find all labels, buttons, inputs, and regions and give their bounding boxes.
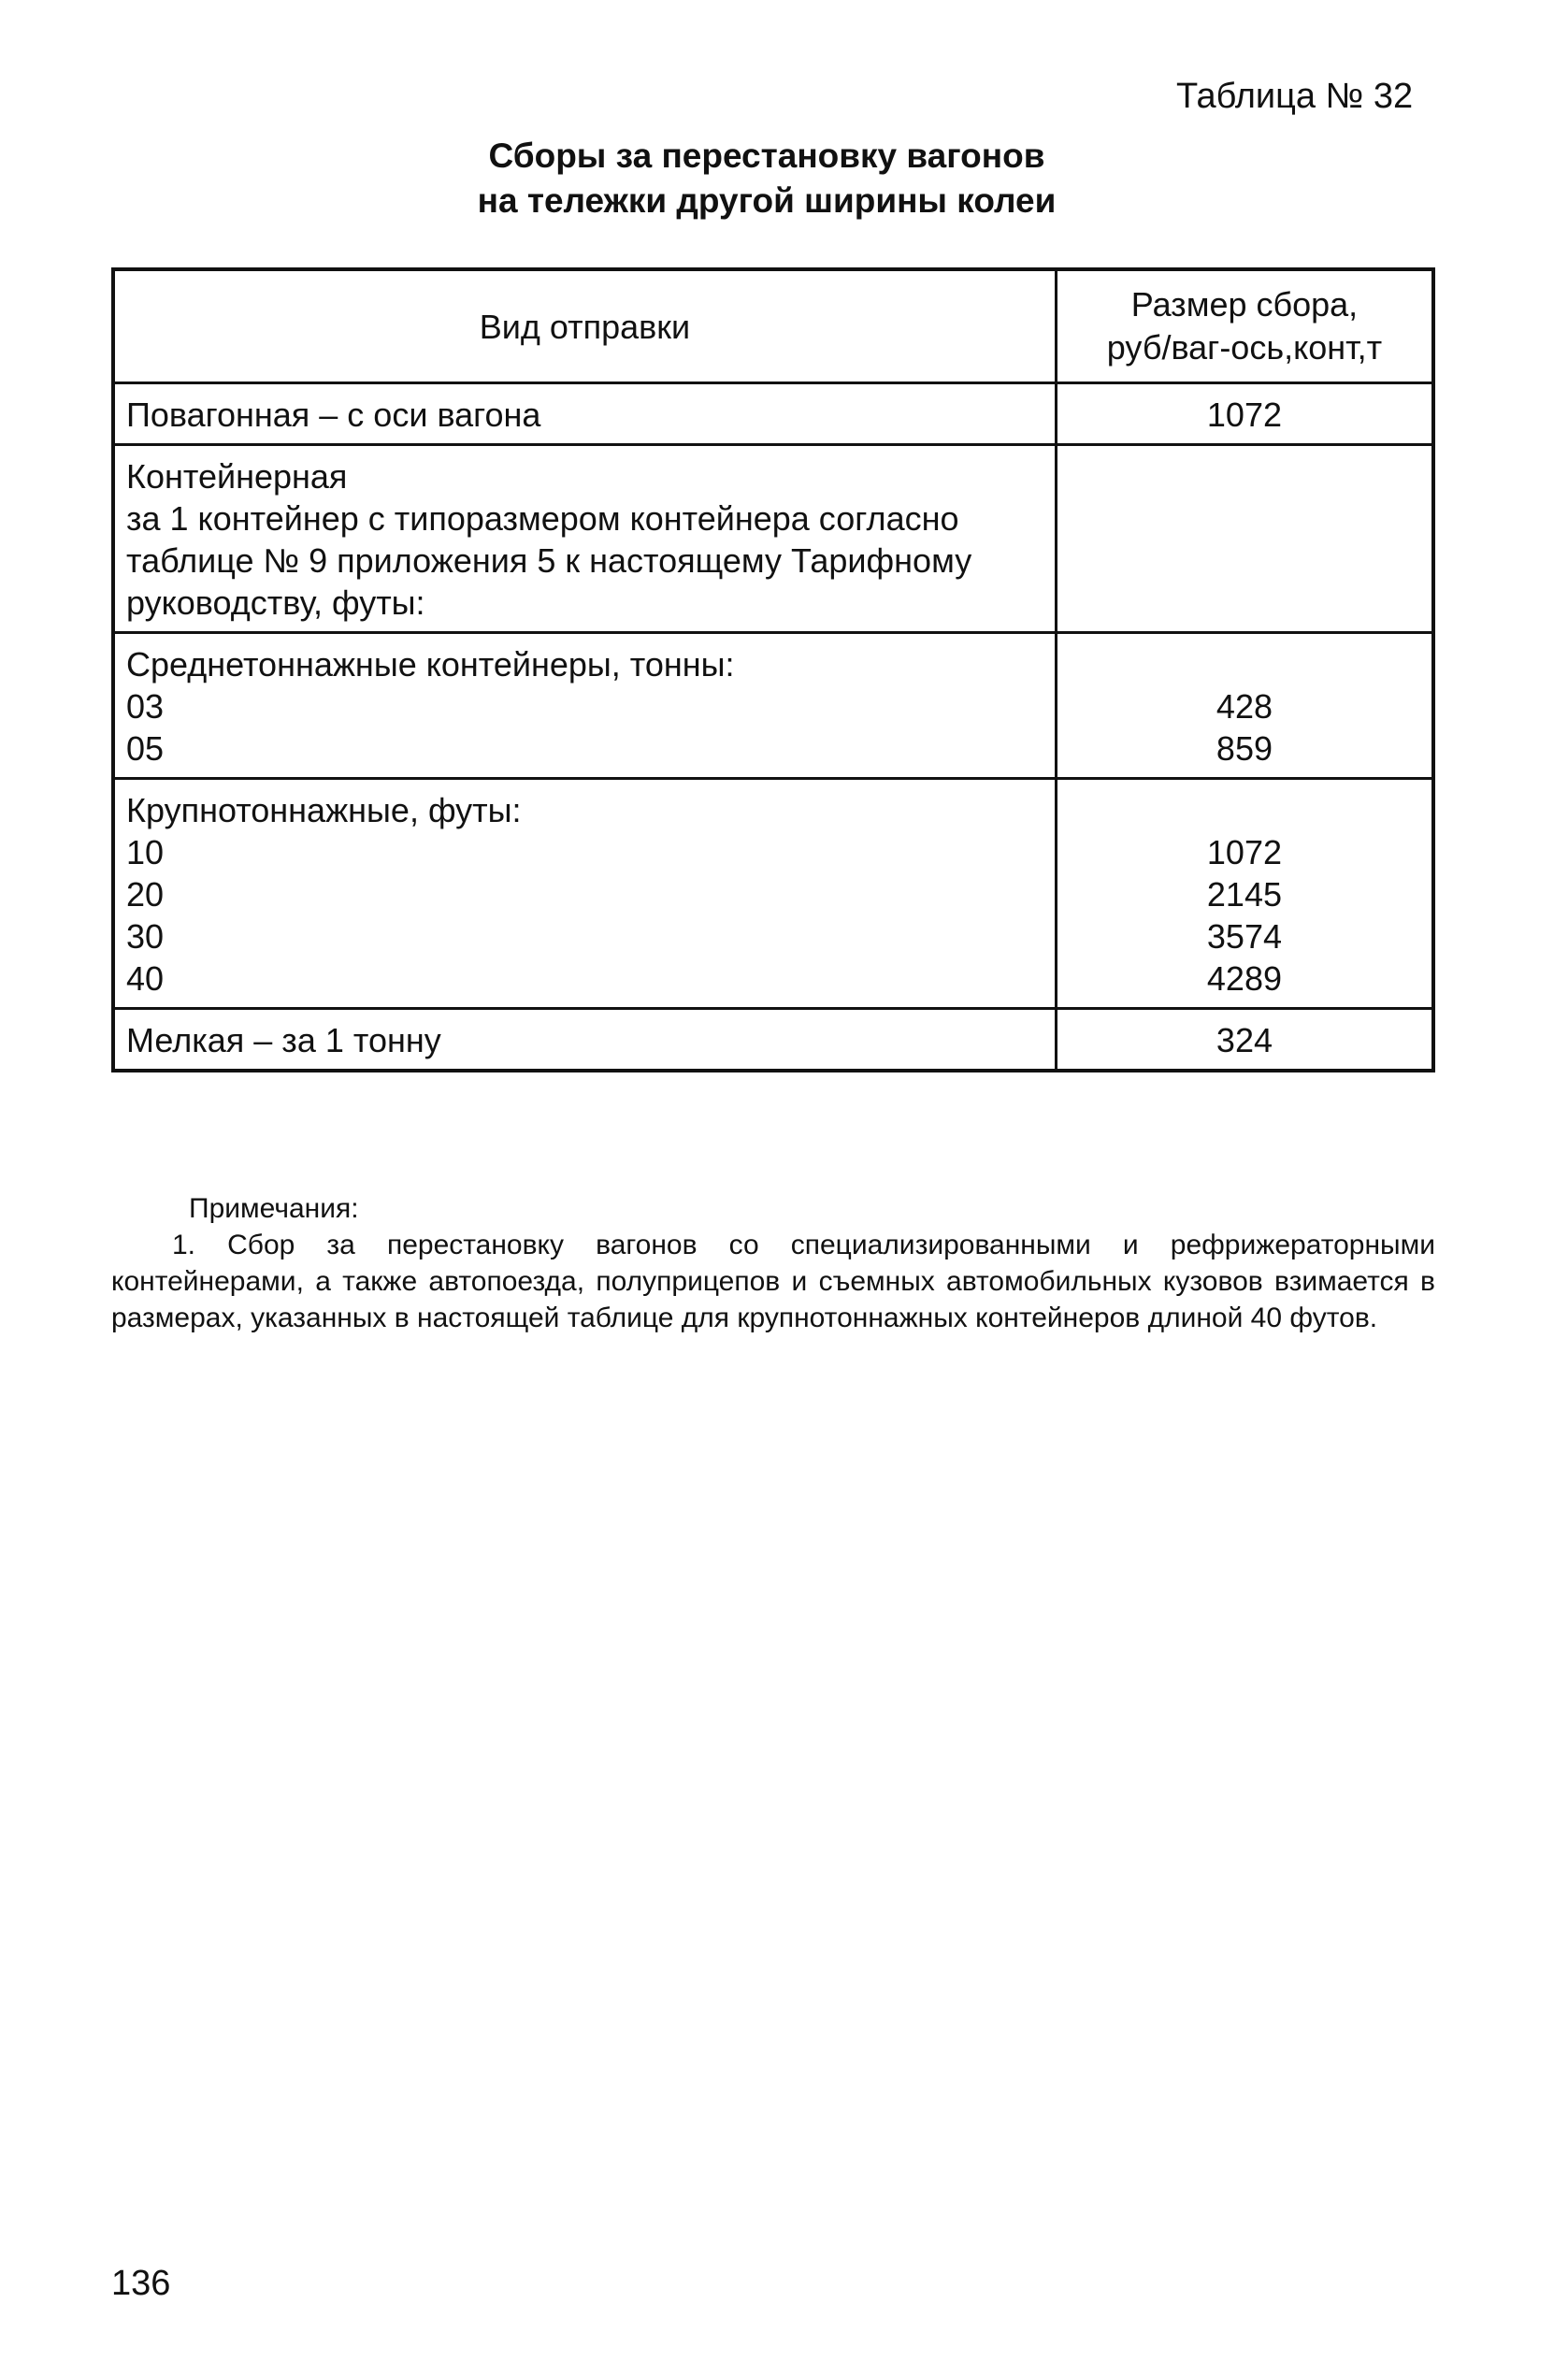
table-row — [113, 779, 1433, 1009]
cell-text: 40 — [126, 959, 165, 998]
cell-value: 1072 — [1206, 396, 1282, 434]
cell-text: 03 — [126, 687, 165, 726]
row-container-fee-empty — [1056, 445, 1433, 633]
cell-text: Среднетоннажные контейнеры, тонны: — [126, 645, 735, 684]
cell-spacer — [1057, 643, 1431, 685]
page-number: 136 — [111, 2264, 171, 2303]
row-container-description — [113, 445, 1056, 633]
row-large-tonnage-description — [113, 779, 1056, 1009]
notes-heading: Примечания: — [189, 1193, 359, 1224]
cell-text: Мелкая – за 1 тонну — [126, 1021, 441, 1059]
header-shipment-type: Вид отправки — [113, 269, 1056, 383]
cell-text: Крупнотоннажные, футы: — [126, 791, 522, 829]
table-row — [113, 383, 1433, 445]
cell-value: 859 — [1216, 729, 1273, 768]
header-fee-size-line-1: Размер сбора, — [1130, 285, 1359, 324]
cell-text: Повагонная – с оси вагона — [126, 396, 541, 434]
cell-value: 2145 — [1206, 875, 1282, 914]
table-title — [374, 134, 1159, 223]
table-row — [113, 633, 1433, 779]
notes-section — [111, 1190, 1435, 1336]
table-number-label: Таблица № 32 — [1176, 77, 1414, 116]
table-row — [113, 1009, 1433, 1072]
cell-text: 30 — [126, 917, 165, 956]
row-wagon-shipment-fee — [1056, 383, 1433, 445]
header-fee-size-line-2: руб/ваг-ось,конт,т — [1106, 328, 1383, 367]
cell-value: 324 — [1216, 1021, 1273, 1059]
header-fee-size — [1056, 269, 1433, 383]
cell-text: 10 — [126, 833, 165, 871]
cell-value: 4289 — [1206, 959, 1282, 998]
table-title-line-2: на тележки другой ширины колеи — [477, 181, 1057, 220]
cell-text: 20 — [126, 875, 165, 914]
table-header-row — [113, 269, 1433, 383]
row-medium-tonnage-fees — [1056, 633, 1433, 779]
cell-text: за 1 контейнер с типоразмером контейнера согласно — [126, 499, 959, 538]
row-small-shipment-description — [113, 1009, 1056, 1072]
cell-text: 05 — [126, 729, 165, 768]
cell-spacer — [1057, 789, 1431, 831]
cell-text: таблице № 9 приложения 5 к настоящему Тарифному — [126, 541, 972, 580]
cell-value: 428 — [1216, 687, 1273, 726]
table-row — [113, 445, 1433, 633]
row-large-tonnage-fees — [1056, 779, 1433, 1009]
note-item: 1. Сбор за перестановку вагонов со специализированными и рефрижераторными контейнерами, а также автопоезда, полуприцепов и съемных автомобильных кузовов взимается в размерах, указанных в настоящей таблице для крупнотоннажных контейнеров длиной 40 футов. — [111, 1230, 1435, 1333]
row-medium-tonnage-description — [113, 633, 1056, 779]
cell-text: Контейнерная — [126, 457, 348, 496]
fees-table — [111, 267, 1435, 1072]
table-title-line-1: Сборы за перестановку вагонов — [488, 137, 1045, 175]
cell-value: 3574 — [1206, 917, 1282, 956]
cell-value: 1072 — [1206, 833, 1282, 871]
cell-text: руководству, футы: — [126, 583, 425, 622]
row-wagon-shipment-description — [113, 383, 1056, 445]
row-small-shipment-fee — [1056, 1009, 1433, 1072]
